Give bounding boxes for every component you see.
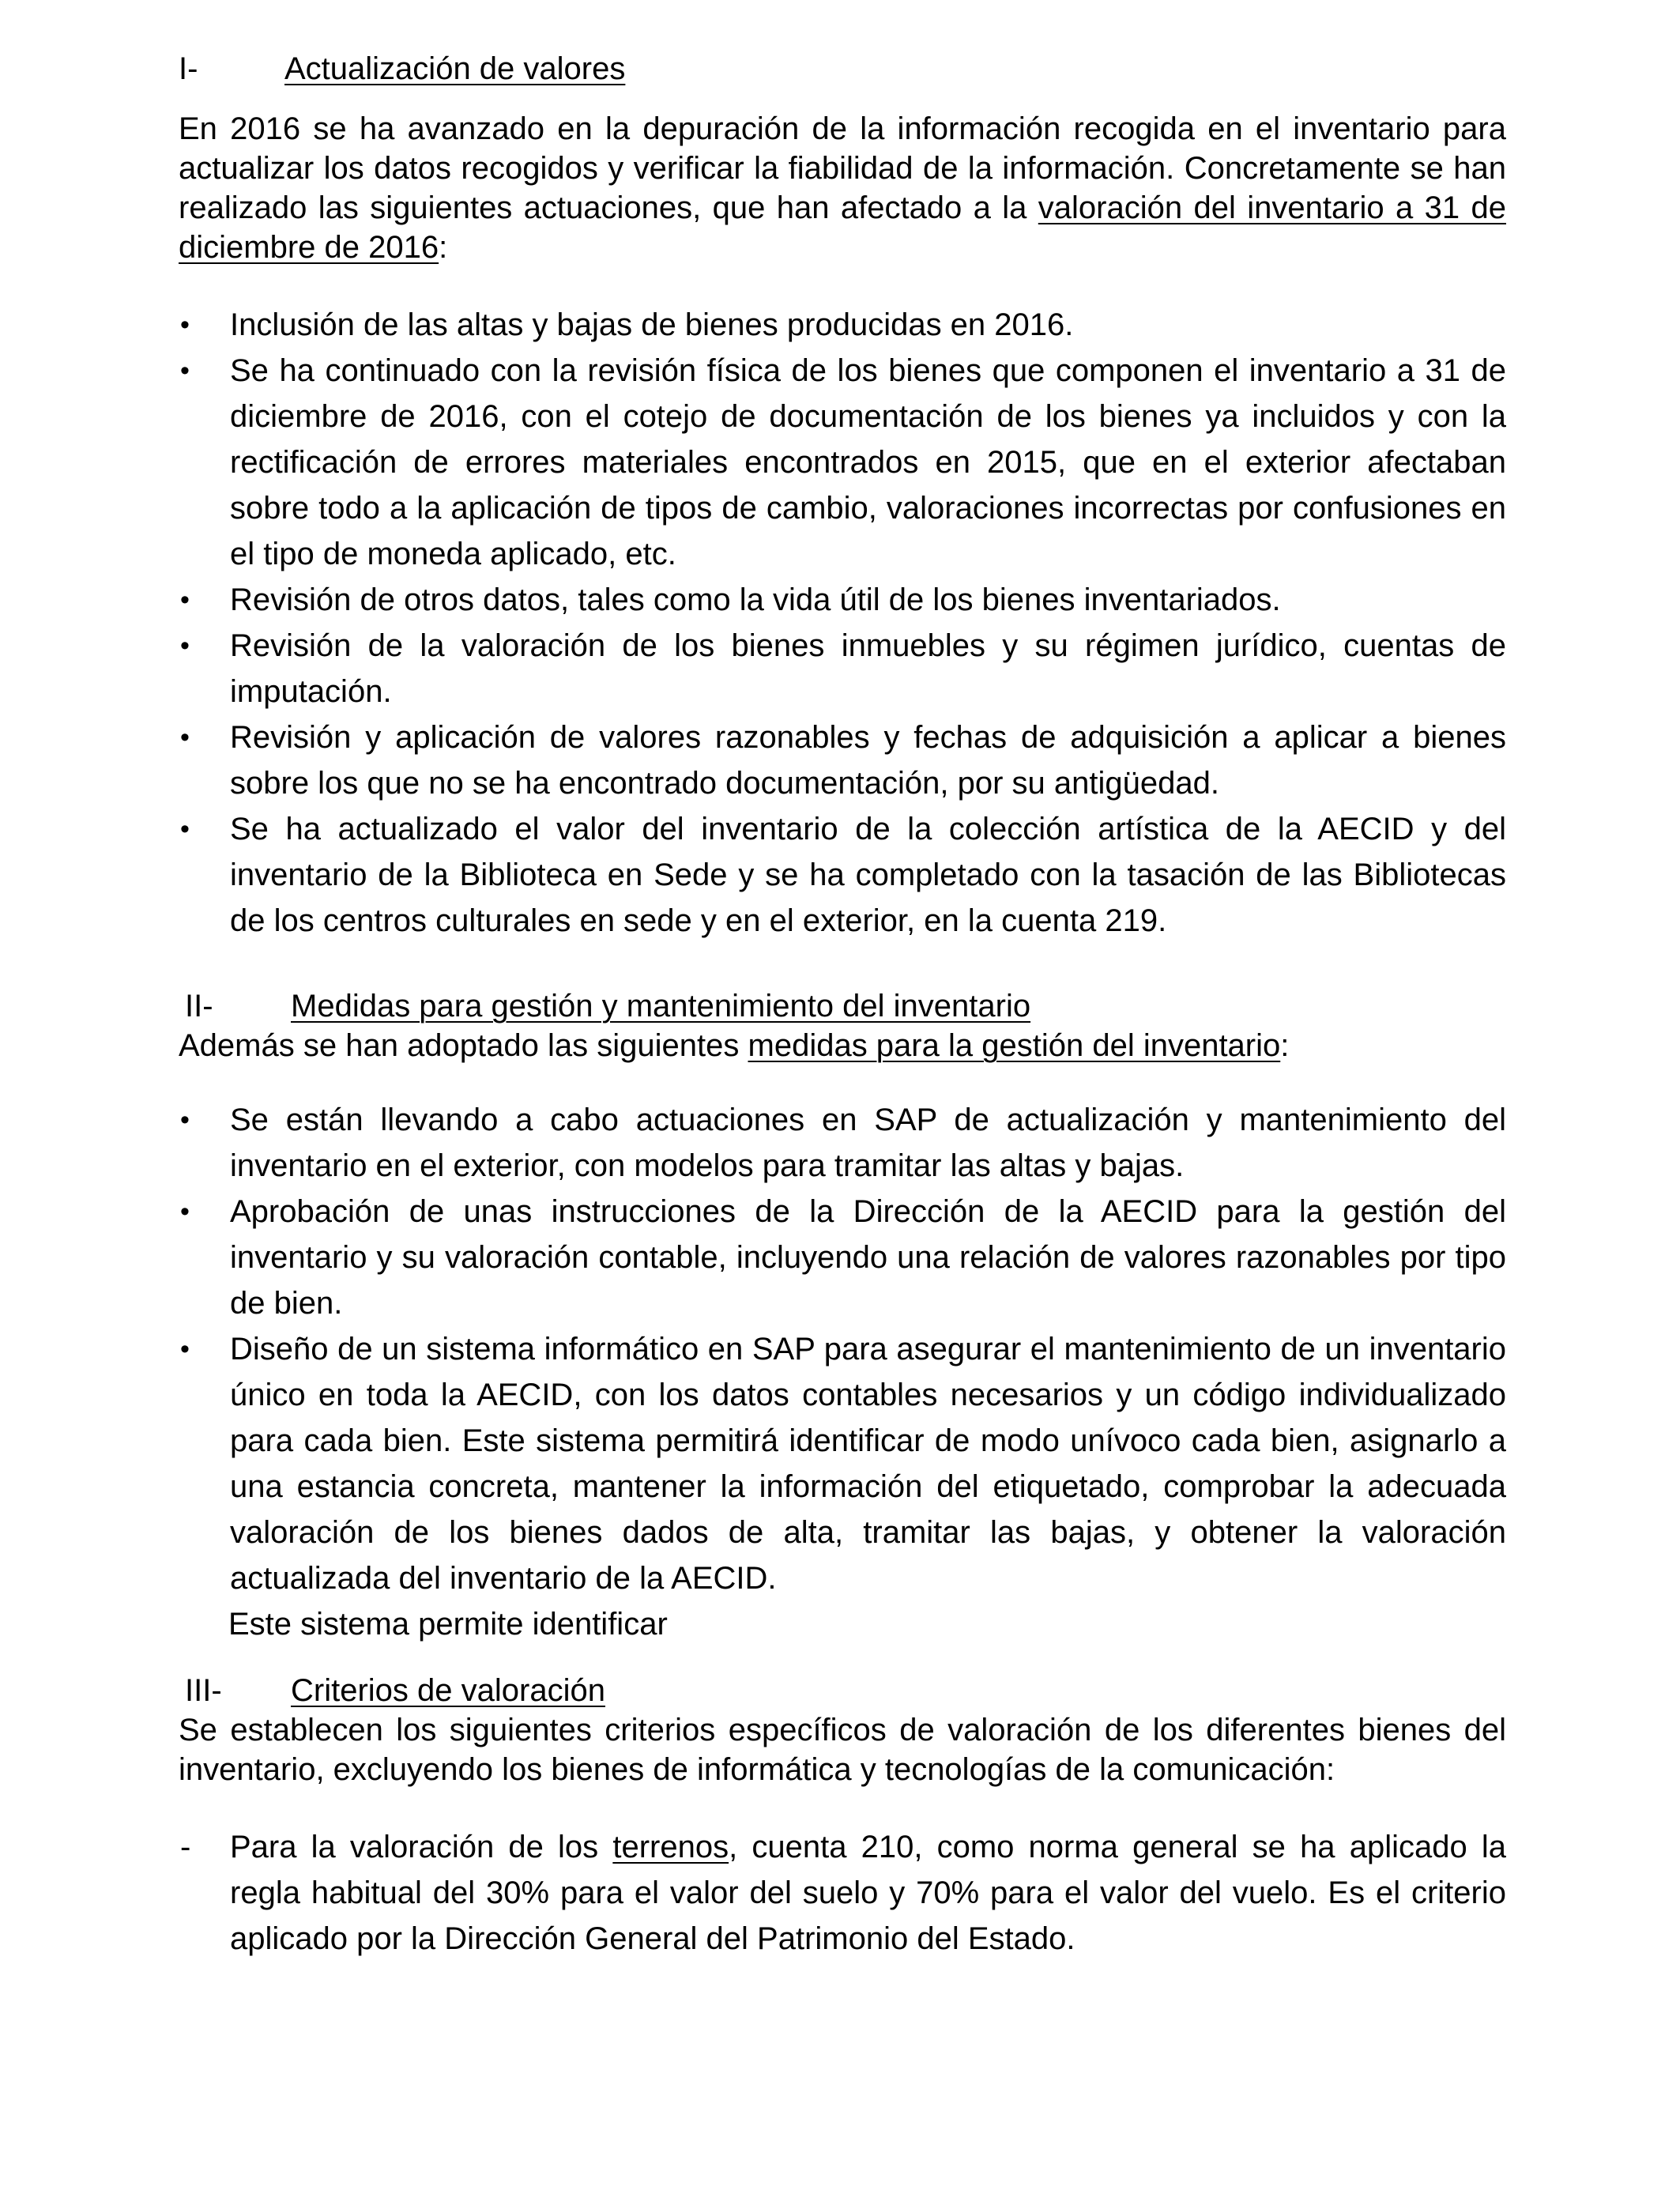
bullet-icon: • [180,1105,190,1135]
section-3-heading [179,1671,1506,1710]
list-item-text: Aprobación de unas instrucciones de la Dirección de la AECID para la gestión del inventario y su valoración contable, incluyendo una relación de valores razonables por tipo de bien. [230,1194,1506,1321]
section-2-trailing-note: Este sistema permite identificar [228,1607,668,1642]
list-item [179,623,1506,714]
list-item-text: Revisión de otros datos, tales como la vida útil de los bienes inventariados. [230,582,1281,617]
list-item-text: Se ha actualizado el valor del inventario de la colección artística de la AECID y del inventario de la Biblioteca en Sede y se ha completado con la tasación de las Bibliotecas de los centros culturales en sede y en el exterior, en la cuenta 219. [230,812,1506,938]
section-1-heading [179,49,1506,89]
dash-marker: - [180,1830,191,1864]
list-item [179,1189,1506,1326]
section-2-intro [179,1026,1506,1065]
section-2-number: II- [185,989,213,1023]
list-item-text-end: , cuenta 210, como norma general se ha aplicado la regla habitual del 30% para el valor del suelo y 70% para el valor del vuelo. Es el criterio aplicado por la Dirección General del Patrimonio del Estado. [230,1830,1506,1956]
bullet-icon: • [180,356,190,386]
list-item-text: Se están llevando a cabo actuaciones en SAP de actualización y mantenimiento del inventario en el exterior, con modelos para tramitar las altas y bajas. [230,1103,1506,1183]
bullet-icon: • [180,1197,190,1227]
section-1-bullet-list [179,302,1506,944]
list-item-text: Se ha continuado con la revisión física de los bienes que componen el inventario a 31 de diciembre de 2016, con el cotejo de documentación de los bienes ya incluidos y con la rectificación de errores materiales encontrados en 2015, que en el exterior afectaban sobre todo a la aplicación de tipos de cambio, valoraciones incorrectas por confusiones en el tipo de moneda aplicado, etc. [230,353,1506,571]
section-3-dash-list [179,1824,1506,1962]
document-page [179,49,1506,1962]
bullet-icon: • [180,631,190,661]
list-item [179,806,1506,944]
bullet-icon: • [180,1334,190,1364]
bullet-icon: • [180,722,190,752]
section-1-intro [179,109,1506,267]
bullet-icon: • [180,585,190,615]
section-3-title: Criterios de valoración [291,1673,605,1708]
section-2-intro-end: : [1280,1028,1290,1063]
section-2-title: Medidas para gestión y mantenimiento del inventario [291,989,1031,1023]
list-item [179,1824,1506,1962]
bullet-icon: • [180,310,190,340]
list-item [179,714,1506,806]
list-item [179,348,1506,577]
list-item-underlined: terrenos [612,1830,729,1864]
bullet-icon: • [180,814,190,844]
section-1-intro-underlined: valoración del inventario a 31 de diciembre de 2016 [179,190,1507,265]
list-item [179,577,1506,623]
list-item-text: Revisión y aplicación de valores razonables y fechas de adquisición a aplicar a bienes sobre los que no se ha encontrado documentación, por su antigüedad. [230,720,1506,801]
section-1-intro-end: : [439,230,448,265]
section-2-heading [179,986,1506,1026]
list-item-text: Revisión de la valoración de los bienes inmuebles y su régimen jurídico, cuentas de imputación. [230,628,1506,709]
section-3-intro: Se establecen los siguientes criterios específicos de valoración de los diferentes bienes del inventario, excluyendo los bienes de informática y tecnologías de la comunicación: [179,1713,1506,1787]
section-3-number: III- [185,1673,222,1708]
list-item [179,1326,1506,1601]
list-item-text-start: Para la valoración de los [230,1830,613,1864]
section-1-intro-text: En 2016 se ha avanzado en la depuración de la información recogida en el inventario para actualizar los datos recogidos y verificar la fiabilidad de la información. Concretamente se han realizado las siguientes actuaciones, que han afectado a la [179,111,1506,225]
list-item-text [230,1824,1506,1962]
section-2-bullet-list [179,1097,1506,1601]
list-item [179,302,1506,348]
list-item [179,1097,1506,1189]
list-item-text: Diseño de un sistema informático en SAP para asegurar el mantenimiento de un inventario único en toda la AECID, con los datos contables necesarios y un código individualizado para cada bien. Este sistema permitirá identificar de modo unívoco cada bien, asignarlo a una estancia concreta, mantener la información del etiquetado, comprobar la adecuada valoración de los bienes dados de alta, tramitar las bajas, y obtener la valoración actualizada del inventario de la AECID. [230,1332,1506,1596]
list-item-text: Inclusión de las altas y bajas de bienes producidas en 2016. [230,307,1074,342]
section-1-number: I- [179,51,198,86]
section-1-title: Actualización de valores [284,51,626,86]
section-2-intro-text: Además se han adoptado las siguientes [179,1028,748,1063]
section-2-intro-underlined: medidas para la gestión del inventario [748,1028,1281,1063]
